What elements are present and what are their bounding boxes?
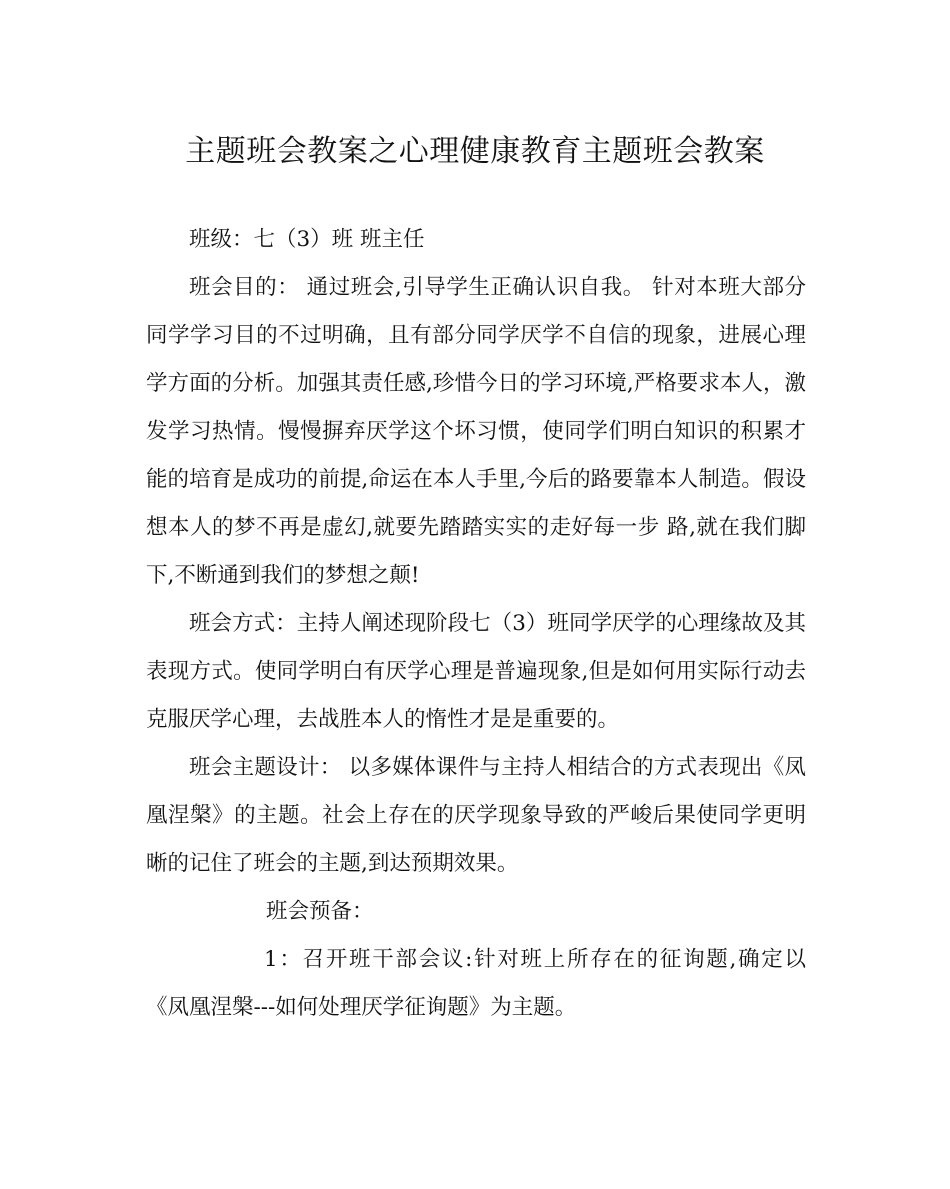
- document-title: 主题班会教案之心理健康教育主题班会教案: [185, 134, 765, 169]
- preparation-item-1: 1：召开班干部会议:针对班上所存在的征询题,确定以《凤凰涅槃---如何处理厌学征询题》为主题。: [146, 947, 806, 1020]
- design-paragraph: 班会主题设计： 以多媒体课件与主持人相结合的方式表现出《凤凰涅槃》的主题。社会上存在的厌学现象导致的严峻后果使同学更明晰的记住了班会的主题,到达预期效果。: [146, 755, 806, 876]
- class-line: 班级：七（3）班 班主任: [189, 227, 425, 252]
- purpose-paragraph: 班会目的： 通过班会,引导学生正确认识自我。 针对本班大部分同学学习目的不过明确，且有部分同学厌学不自信的现象，进展心理学方面的分析。加强其责任感,珍惜今日的学习环境,严格要求本人，激发学习热情。慢慢摒弃厌学这个坏习惯，使同学们明白知识的积累才能的培育是成功的前提,命运在本人手里,今后的路要靠本人制造。假设想本人的梦不再是虚幻,就要先踏踏实实的走好每一步 路,就在我们脚下,不断通到我们的梦想之颠!: [146, 275, 806, 588]
- method-paragraph: 班会方式：主持人阐述现阶段七（3）班同学厌学的心理缘故及其表现方式。使同学明白有厌学心理是普遍现象,但是如何用实际行动去克服厌学心理，去战胜本人的惰性才是是重要的。: [146, 611, 806, 732]
- preparation-heading: 班会预备：: [266, 899, 374, 924]
